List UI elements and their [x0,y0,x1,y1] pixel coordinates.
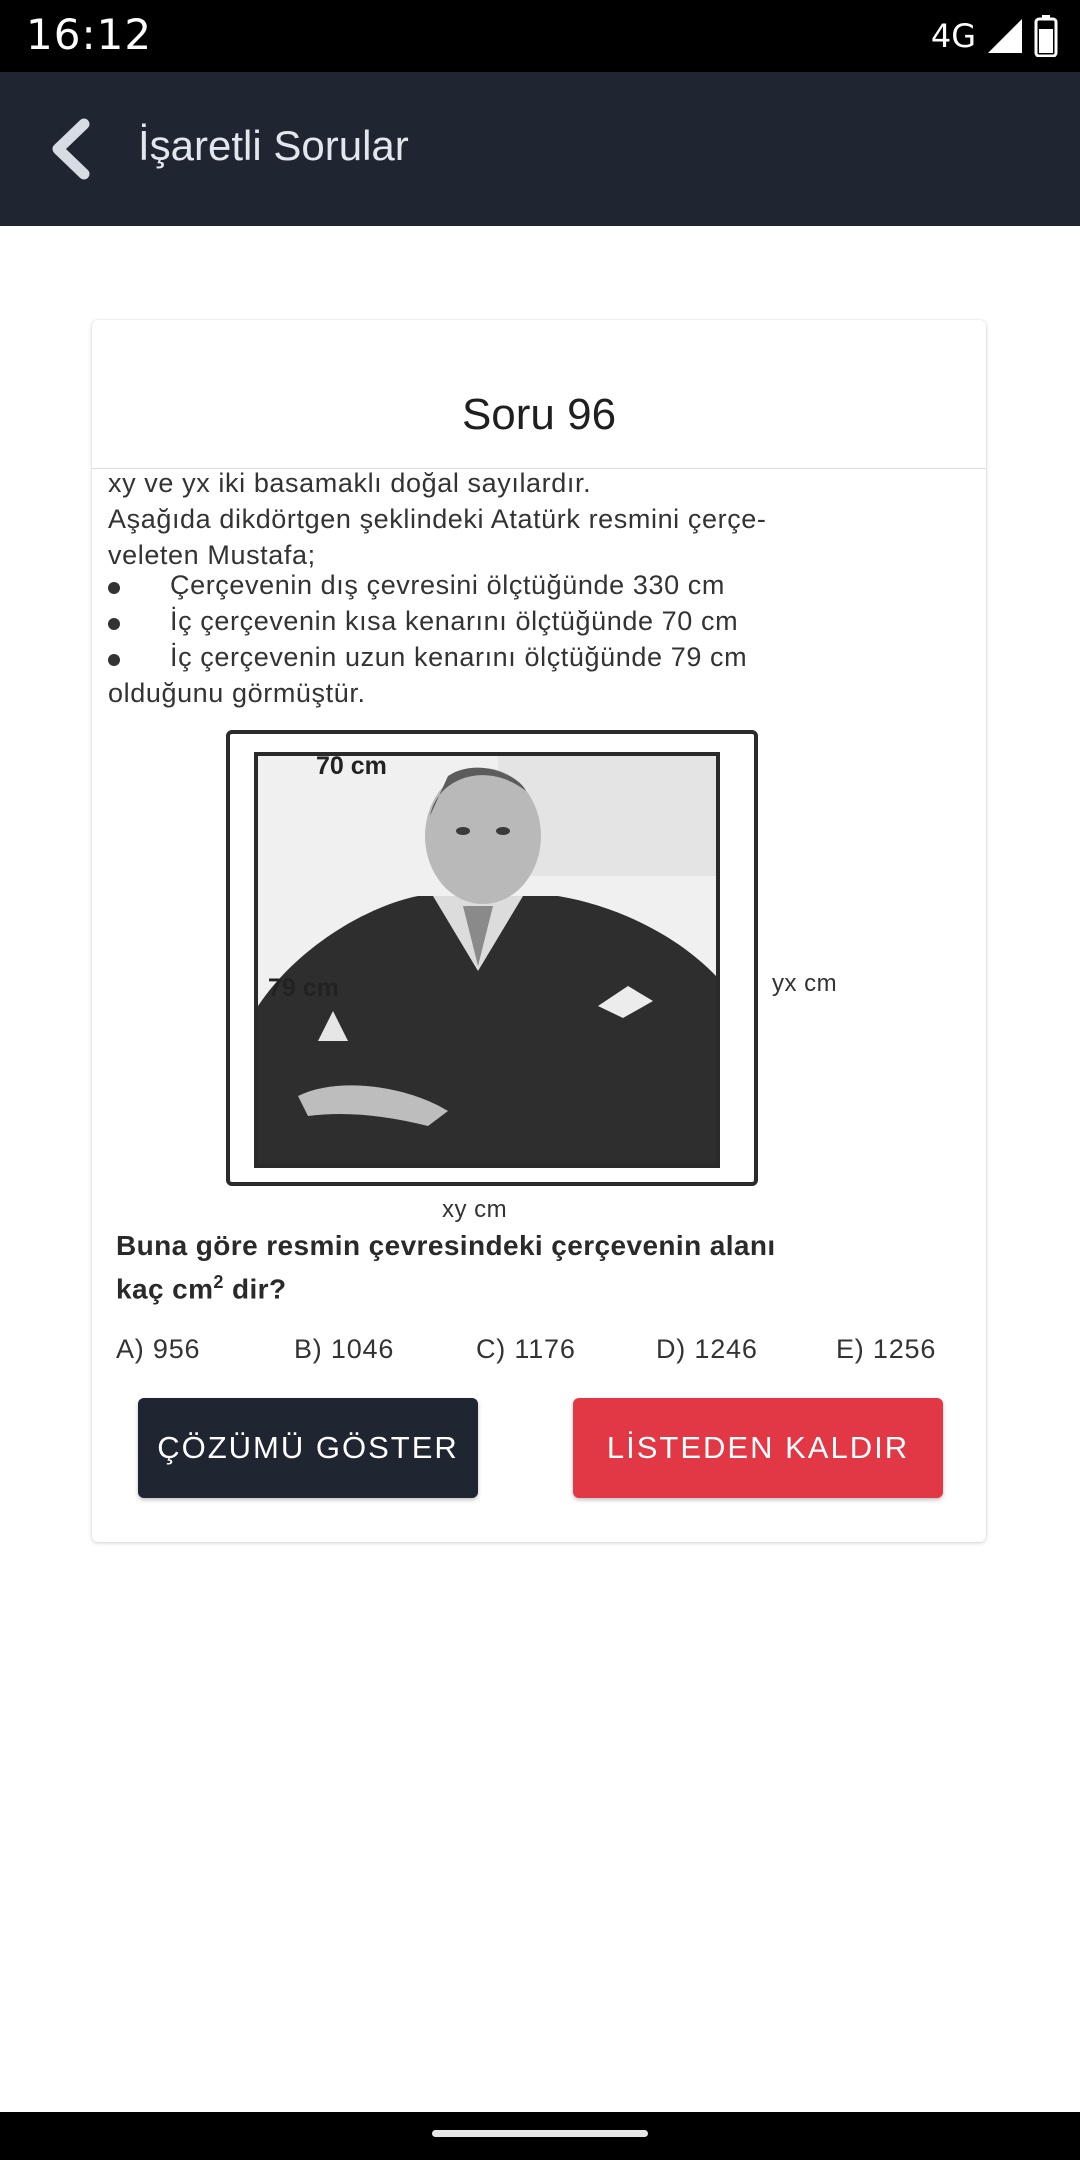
question-card [92,320,986,1542]
app-bar [0,72,1080,226]
home-gesture-pill[interactable] [432,2130,648,2137]
status-icons [931,14,1058,58]
network-type-label: 4G [930,17,976,55]
remove-from-list-button[interactable]: LİSTEDEN KALDIR [573,1398,943,1498]
question-prompt [116,1228,976,1307]
question-line: olduğunu görmüştür. [108,678,366,708]
status-bar [0,0,1080,72]
portrait-frame [226,730,758,1186]
bullet-dot [108,582,120,594]
option-e[interactable]: E) 1256 [836,1334,937,1364]
superscript: 2 [213,1272,224,1292]
bullet-dot [108,618,120,630]
question-number-title: Soru 96 [461,390,617,439]
page-title: İşaretli Sorular [138,122,409,169]
portrait-image [254,752,720,1168]
right-side-label: yx cm [772,970,838,997]
option-a[interactable]: A) 956 [116,1334,201,1364]
question-prompt-part: kaç cm [116,1273,214,1305]
battery-icon [1034,15,1058,57]
option-c[interactable]: C) 1176 [476,1334,576,1364]
status-time: 16:12 [26,10,153,59]
bullet-text: İç çerçevenin uzun kenarını ölçtüğünde 79 cm [170,642,748,672]
bullet-text: İç çerçevenin kısa kenarını ölçtüğünde 70 cm [170,606,739,636]
bullet-dot [108,654,120,666]
question-line: veleten Mustafa; [108,540,316,570]
top-dimension-label: 70 cm [316,752,387,780]
signal-icon [986,17,1024,55]
answer-options [116,1334,976,1374]
question-prompt-line [116,1264,976,1307]
question-line: xy ve yx iki basamaklı doğal sayılardır. [108,468,592,498]
left-dimension-label: 79 cm [268,974,339,1002]
option-d[interactable]: D) 1246 [656,1334,758,1364]
bottom-side-label: xy cm [442,1196,508,1223]
navigation-bar [0,2112,1080,2160]
question-line: Aşağıda dikdörtgen şeklindeki Atatürk resmini çerçe- [108,504,767,534]
bullet-text: Çerçevenin dış çevresini ölçtüğünde 330 cm [170,570,725,600]
back-chevron-icon[interactable] [44,116,104,182]
question-prompt-part: dir? [223,1273,287,1305]
show-solution-button[interactable]: ÇÖZÜMÜ GÖSTER [138,1398,478,1498]
option-b[interactable]: B) 1046 [294,1334,395,1364]
question-prompt-line: Buna göre resmin çevresindeki çerçevenin alanı [116,1230,776,1261]
